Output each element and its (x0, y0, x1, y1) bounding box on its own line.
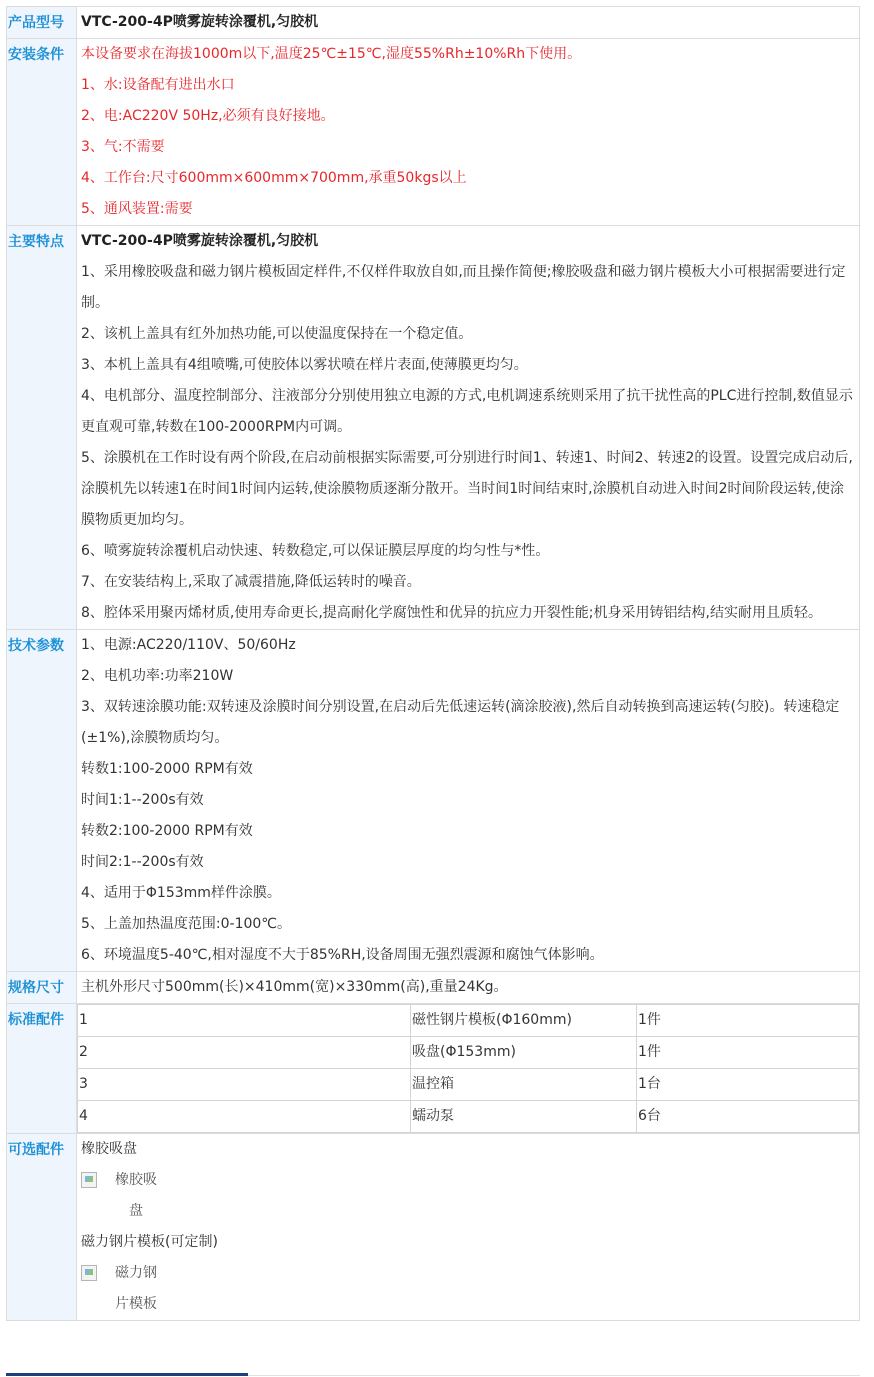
row-accessories (7, 1004, 860, 1134)
row-install (7, 39, 860, 226)
tech-item: 6、环境温度5-40℃,相对湿度不大于85%RH,设备周围无强烈震源和腐蚀气体影响。 (81, 947, 604, 963)
product-spec-table (6, 6, 860, 1321)
accessory-name: 吸盘(Φ153mm) (411, 1037, 637, 1069)
tech-item: 2、电机功率:功率210W (81, 668, 234, 684)
label-optional: 可选配件 (7, 1134, 77, 1321)
accessory-no: 3 (78, 1069, 411, 1101)
table-row (78, 1005, 859, 1037)
install-line: 1、水:设备配有进出水口 (81, 77, 235, 93)
label-size: 规格尺寸 (7, 972, 77, 1004)
label-model: 产品型号 (7, 7, 77, 39)
feature-item: 5、涂膜机在工作时设有两个阶段,在启动前根据实际需要,可分别进行时间1、转速1、时间2、转速2的设置。设置完成启动后,涂膜机先以转速1在时间1时间内运转,使涂膜物质逐渐分散开。当时间1时间结束时,涂膜机自动进入时间2时间阶段运转,使涂膜物质更加均匀。 (81, 450, 853, 528)
row-tech (7, 630, 860, 972)
tech-item: 时间2:1--200s有效 (81, 854, 204, 870)
tech-item: 4、适用于Φ153mm样件涂膜。 (81, 885, 281, 901)
feature-item: 4、电机部分、温度控制部分、注液部分分别使用独立电源的方式,电机调速系统则采用了抗干扰性高的PLC进行控制,数值显示更直观可靠,转数在100-2000RPM内可调。 (81, 388, 853, 435)
broken-image-icon (81, 1172, 97, 1188)
feature-item: 8、腔体采用聚丙烯材质,使用寿命更长,提高耐化学腐蚀性和优异的抗应力开裂性能;机身采用铸铝结构,结实耐用且质轻。 (81, 605, 822, 621)
accessory-no: 2 (78, 1037, 411, 1069)
optional-item-name: 磁力钢片模板(可定制) (81, 1234, 218, 1250)
label-features: 主要特点 (7, 226, 77, 630)
tech-item: 时间1:1--200s有效 (81, 792, 204, 808)
label-install: 安装条件 (7, 39, 77, 226)
optional-item-image (81, 1258, 859, 1320)
tech-item: 3、双转速涂膜功能:双转速及涂膜时间分别设置,在启动后先低速运转(滴涂胶液),然后自动转换到高速运转(匀胶)。转速稳定(±1%),涂膜物质均匀。 (81, 699, 840, 746)
install-line: 3、气:不需要 (81, 139, 165, 155)
install-line: 2、电:AC220V 50Hz,必须有良好接地。 (81, 108, 335, 124)
feature-item: 7、在安装结构上,采取了减震措施,降低运转时的噪音。 (81, 574, 421, 590)
feature-item: 1、采用橡胶吸盘和磁力钢片模板固定样件,不仅样件取放自如,而且操作简便;橡胶吸盘和磁力钢片模板大小可根据需要进行定制。 (81, 264, 846, 311)
row-features (7, 226, 860, 630)
optional-item-name: 橡胶吸盘 (81, 1141, 137, 1157)
feature-item: 3、本机上盖具有4组喷嘴,可使胶体以雾状喷在样片表面,使薄膜更均匀。 (81, 357, 528, 373)
size-value: 主机外形尺寸500mm(长)×410mm(宽)×330mm(高),重量24Kg。 (81, 979, 508, 995)
footer-divider (248, 1375, 860, 1376)
accessory-name: 磁性钢片模板(Φ160mm) (411, 1005, 637, 1037)
install-line: 本设备要求在海拔1000m以下,温度25℃±15℃,湿度55%Rh±10%Rh下使用。 (81, 46, 582, 62)
optional-item-image (81, 1165, 859, 1227)
accessories-table (77, 1004, 859, 1133)
accessory-qty: 1件 (637, 1005, 859, 1037)
label-tech: 技术参数 (7, 630, 77, 972)
install-line: 4、工作台:尺寸600mm×600mm×700mm,承重50kgs以上 (81, 170, 467, 186)
image-alt-text: 磁力钢 片模板 (115, 1265, 157, 1312)
tech-item: 转数1:100-2000 RPM有效 (81, 761, 253, 777)
features-title: VTC-200-4P喷雾旋转涂覆机,匀胶机 (81, 233, 319, 249)
accessory-name: 温控箱 (411, 1069, 637, 1101)
model-value: VTC-200-4P喷雾旋转涂覆机,匀胶机 (81, 14, 319, 30)
row-model (7, 7, 860, 39)
install-line: 5、通风装置:需要 (81, 201, 193, 217)
feature-item: 6、喷雾旋转涂覆机启动快速、转数稳定,可以保证膜层厚度的均匀性与*性。 (81, 543, 550, 559)
row-optional (7, 1134, 860, 1321)
tech-item: 5、上盖加热温度范围:0-100℃。 (81, 916, 292, 932)
broken-image-icon (81, 1265, 97, 1281)
accessory-name: 蠕动泵 (411, 1101, 637, 1133)
tech-item: 1、电源:AC220/110V、50/60Hz (81, 637, 296, 653)
table-row (78, 1101, 859, 1133)
accessory-qty: 1件 (637, 1037, 859, 1069)
feature-item: 2、该机上盖具有红外加热功能,可以使温度保持在一个稳定值。 (81, 326, 473, 342)
accessory-no: 4 (78, 1101, 411, 1133)
tech-item: 转数2:100-2000 RPM有效 (81, 823, 253, 839)
footer-accent-bar (6, 1373, 248, 1376)
accessory-qty: 1台 (637, 1069, 859, 1101)
table-row (78, 1037, 859, 1069)
image-alt-text: 橡胶吸 盘 (115, 1172, 157, 1219)
label-accessories: 标准配件 (7, 1004, 77, 1134)
accessory-qty: 6台 (637, 1101, 859, 1133)
table-row (78, 1069, 859, 1101)
row-size (7, 972, 860, 1004)
accessory-no: 1 (78, 1005, 411, 1037)
